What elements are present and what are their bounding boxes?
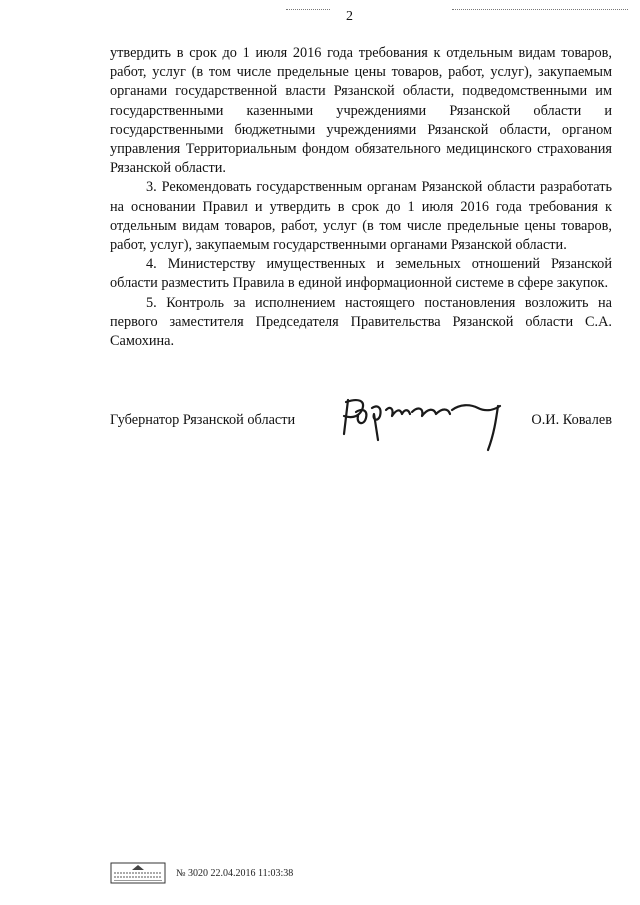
scan-artifact-left xyxy=(286,9,330,16)
paragraph-5: 5. Контроль за исполнением настоящего постановления возложить на первого заместителя Председателя Правительства Рязанской области С.А. Самохина. xyxy=(110,294,612,350)
registry-stamp-icon xyxy=(110,862,166,884)
signatory-name: О.И. Ковалев xyxy=(531,412,612,428)
signature-block xyxy=(110,386,612,456)
signatory-title: Губернатор Рязанской области xyxy=(110,412,296,428)
document-body xyxy=(110,44,612,351)
handwritten-signature xyxy=(338,386,518,456)
paragraph-4: 4. Министерству имущественных и земельных отношений Рязанской области разместить Правила в единой информационной системе в сфере закупок. xyxy=(110,256,612,292)
document-footer xyxy=(110,862,293,884)
registry-number: № 3020 22.04.2016 11:03:38 xyxy=(176,867,294,879)
page-number: 2 xyxy=(346,9,353,24)
paragraph-3: 3. Рекомендовать государственным органам Рязанской области разработать на основании Правил и утвердить в срок до 1 июля 2016 года требования к отдельным видам товаров, работ, услуг (в том числе предельные цены товаров, работ, услуг), закупаемым государственными органами Рязанской области. xyxy=(110,179,612,254)
scan-artifact-right xyxy=(452,9,628,16)
paragraph-1: утвердить в срок до 1 июля 2016 года требования к отдельным видам товаров, работ, услуг (в том числе предельные цены товаров, работ, услуг), закупаемым органами государственной власти Рязанской области, подведомственными им государственными казенными учреждениями Рязанской области и государственными бюджетными учреждениями Рязанской области, органом управления Территориальным фондом обязательного медицинского страхования Рязанской области. xyxy=(110,45,612,177)
